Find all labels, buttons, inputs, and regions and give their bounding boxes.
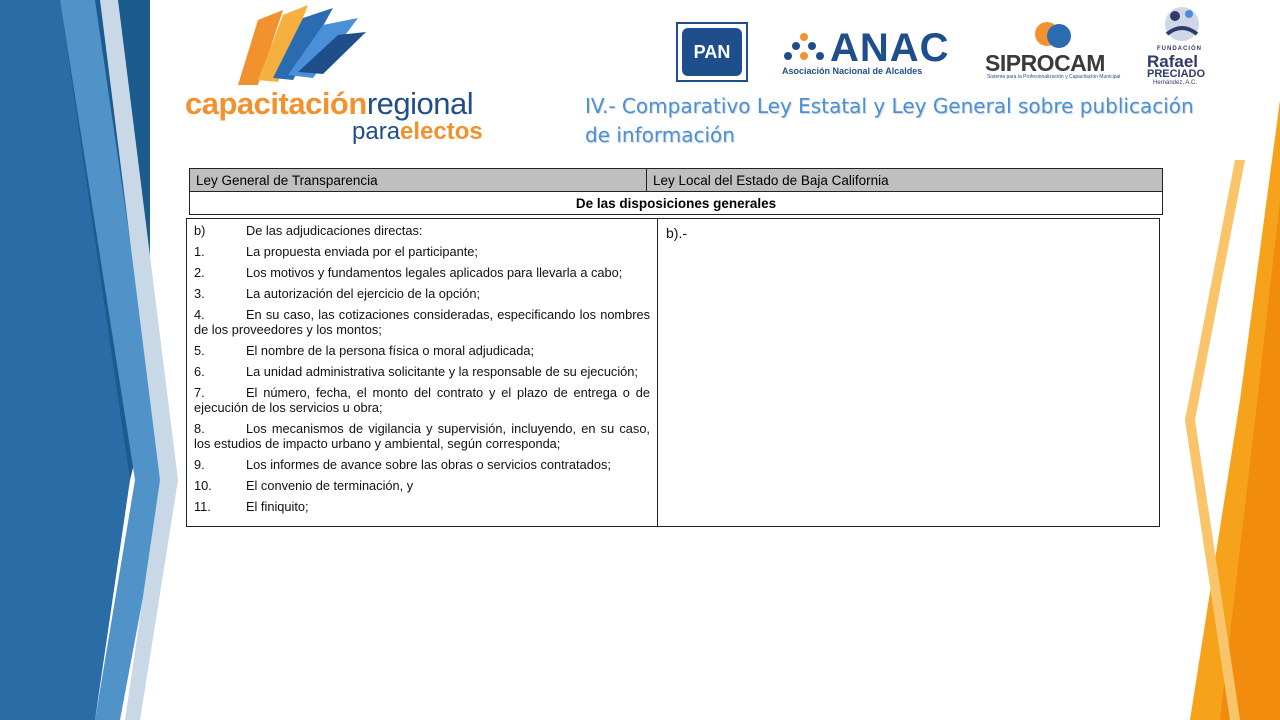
column-header-ley-general: Ley General de Transparencia (190, 169, 647, 192)
column-header-row (190, 169, 1163, 192)
rafael-figure-icon (1157, 4, 1207, 44)
books-logo-icon (228, 0, 368, 90)
item-number: 6. (194, 364, 205, 379)
list-item (194, 307, 650, 337)
logo-line-1 (185, 86, 473, 122)
fundacion-rafael-preciado-logo (1143, 4, 1223, 84)
list-item (194, 364, 650, 379)
anac-subtitle: Asociación Nacional de Alcaldes (782, 66, 923, 76)
logo-text-electos: electos (400, 118, 483, 145)
siprocam-subtitle: Sistema para la Profesionalización y Capacitación Municipal (987, 74, 1121, 80)
item-number: 8. (194, 421, 205, 436)
siprocam-bubble-icon (1033, 20, 1073, 52)
list-item (194, 457, 650, 472)
list-item (194, 265, 650, 280)
item-number: 7. (194, 385, 205, 400)
left-decorative-stripes (0, 0, 190, 720)
siprocam-name: SIPROCAM (985, 50, 1105, 76)
rafael-suffix-text: Hernández, A.C. (1153, 80, 1198, 86)
list-item (194, 223, 650, 238)
column-header-ley-local: Ley Local del Estado de Baja California (647, 169, 1163, 192)
item-number: 11. (194, 499, 211, 514)
comparison-table (186, 168, 1166, 527)
anac-logo (782, 26, 957, 82)
rafael-name-text: Rafael (1147, 52, 1199, 71)
item-number: 4. (194, 307, 205, 322)
item-text: La propuesta enviada por el participante; (246, 244, 478, 259)
item-number: 9. (194, 457, 205, 472)
rafael-surname-text: PRECIADO (1147, 68, 1206, 80)
item-number: 2. (194, 265, 205, 280)
item-text: La autorización del ejercicio de la opción; (246, 286, 481, 301)
pan-logo (676, 22, 748, 82)
siprocam-logo (985, 20, 1130, 82)
list-item (194, 343, 650, 358)
table-row (187, 219, 1160, 527)
pan-logo-text: PAN (682, 28, 742, 76)
item-text: La unidad administrativa solicitante y la responsable de su ejecución; (246, 364, 638, 379)
section-title: De las disposiciones generales (190, 192, 1163, 215)
list-item (194, 478, 650, 493)
item-text: Los motivos y fundamentos legales aplicados para llevarla a cabo; (246, 265, 623, 280)
item-number: 5. (194, 343, 205, 358)
anac-name: ANAC (830, 26, 950, 70)
section-row (190, 192, 1163, 215)
item-number: 1. (194, 244, 205, 259)
item-number: 3. (194, 286, 205, 301)
logo-text-para: para (352, 118, 401, 145)
ley-local-cell (658, 219, 1160, 527)
item-text: El convenio de terminación, y (246, 478, 414, 493)
ley-general-cell (187, 219, 658, 527)
list-item (194, 244, 650, 259)
ley-local-value: b).- (666, 225, 687, 241)
slide-title: IV.- Comparativo Ley Estatal y Ley General sobre publicación de información (585, 94, 1194, 147)
logo-line-2 (352, 118, 483, 146)
capacitacion-regional-logo (180, 0, 550, 150)
item-number: 10. (194, 478, 212, 493)
list-item (194, 421, 650, 451)
logo-text-regional: regional (366, 86, 474, 121)
logo-text-capacitacion: capacitación (185, 86, 367, 121)
list-item (194, 385, 650, 415)
item-text: Los mecanismos de vigilancia y supervisión, incluyendo, en su caso, los estudios de impacto urbano y ambiental, según corresponda; (194, 421, 650, 451)
item-text: Los informes de avance sobre las obras o servicios contratados; (246, 457, 611, 472)
item-text: De las adjudicaciones directas: (246, 223, 423, 238)
item-text: El número, fecha, el monto del contrato y el plazo de entrega o de ejecución de los servicios u obra; (194, 385, 650, 415)
list-item (194, 499, 650, 514)
table-body (186, 218, 1160, 527)
item-text: El finiquito; (246, 499, 309, 514)
item-text: En su caso, las cotizaciones consideradas, especificando los nombres de los proveedores y los montos; (194, 307, 650, 337)
anac-dots-icon (782, 32, 826, 66)
list-item (194, 286, 650, 301)
table-header (189, 168, 1163, 215)
item-number: b) (194, 223, 206, 238)
item-text: El nombre de la persona física o moral adjudicada; (246, 343, 535, 358)
rafael-fundacion-text: FUNDACIÓN (1157, 46, 1202, 52)
